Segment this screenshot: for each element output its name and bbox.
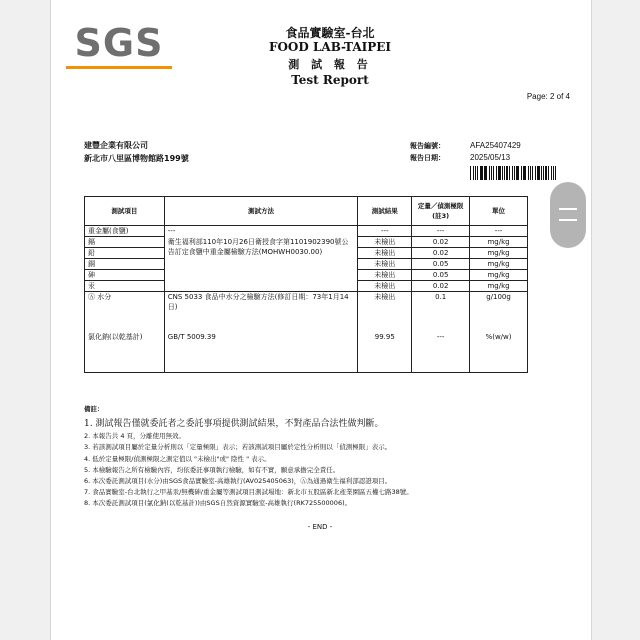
header-item: 測試項目 xyxy=(85,197,165,226)
barcode-stripe xyxy=(537,166,539,180)
barcode-stripe xyxy=(541,166,542,180)
nacl-item: 氯化鈉(以乾基計) xyxy=(85,332,165,373)
header-method: 測試方法 xyxy=(164,197,358,226)
barcode-stripe xyxy=(543,166,544,180)
barcode-stripe xyxy=(553,166,555,180)
row-item: 汞 xyxy=(85,281,165,292)
group-method-dash: --- xyxy=(164,226,358,237)
client-name: 建豐企業有限公司 xyxy=(84,141,148,150)
barcode-stripe xyxy=(551,166,552,180)
nacl-limit: --- xyxy=(412,332,470,373)
barcode-stripe xyxy=(470,166,471,180)
group-limit-dash: --- xyxy=(412,226,470,237)
barcode-stripe xyxy=(498,166,500,180)
barcode-stripe xyxy=(502,166,503,180)
table-row-moisture xyxy=(85,292,528,333)
header-limit: 定量／偵測極限(註3) xyxy=(412,197,470,226)
report-date-label: 報告日期： xyxy=(410,154,445,162)
note-item: 2. 本報告共 4 頁，分離使用無效。 xyxy=(84,432,186,441)
barcode-stripe xyxy=(496,166,497,180)
table-row-group xyxy=(85,226,528,237)
barcode-stripe xyxy=(516,166,518,180)
table-row xyxy=(85,237,528,248)
lab-name-en: FOOD LAB-TAIPEI xyxy=(268,40,392,54)
barcode-stripe xyxy=(493,166,495,180)
nacl-method: GB/T 5009.39 xyxy=(164,332,358,373)
barcode-stripe xyxy=(506,166,508,180)
notes-section xyxy=(84,404,413,510)
sgs-logo-text: SGS xyxy=(74,21,164,65)
barcode-stripe xyxy=(473,166,475,180)
moisture-method: CNS 5033 食品中水分之檢驗方法(修訂日期：73年1月14日) xyxy=(164,292,358,333)
barcode-stripe xyxy=(555,166,556,180)
row-limit: 0.02 xyxy=(412,281,470,292)
group-unit-dash: --- xyxy=(470,226,528,237)
row-limit: 0.05 xyxy=(412,270,470,281)
lab-name-zh: 食品實驗室-台北 xyxy=(285,26,375,40)
results-table xyxy=(84,196,528,373)
row-item: 砷 xyxy=(85,270,165,281)
barcode-stripe xyxy=(548,166,549,180)
barcode-stripe xyxy=(530,166,531,180)
row-unit: mg/kg xyxy=(470,259,528,270)
row-unit: mg/kg xyxy=(470,237,528,248)
barcode-stripe xyxy=(532,166,534,180)
page-number: Page: 2 of 4 xyxy=(526,92,570,101)
sgs-logo-bar xyxy=(66,66,172,69)
barcode-stripe xyxy=(484,166,485,180)
note-item: 4. 低於定量極限/偵測極限之測定值以 "未檢出"或" 陰性 " 表示。 xyxy=(84,454,271,463)
barcode-stripe xyxy=(485,166,487,180)
nacl-result: 99.95 xyxy=(358,332,412,373)
note-item: 8. 本次委託測試項目(氯化鈉(以乾基計))由SGS自然資源實驗室-高雄執行(RK725500006)。 xyxy=(84,499,352,508)
barcode-stripe xyxy=(489,166,490,180)
row-result: 未檢出 xyxy=(358,281,412,292)
barcode-stripe xyxy=(477,166,478,180)
row-unit: mg/kg xyxy=(470,248,528,259)
drag-handle-menu-icon[interactable] xyxy=(550,182,586,248)
barcode-stripe xyxy=(535,166,536,180)
barcode xyxy=(470,166,558,180)
moisture-limit: 0.1 xyxy=(412,292,470,333)
barcode-stripe xyxy=(545,166,547,180)
row-unit: mg/kg xyxy=(470,270,528,281)
note-item: 5. 本檢驗報告之所有檢驗內容，均依委託事項執行檢驗，如有不實，願意承擔完全責任。 xyxy=(84,465,340,474)
client-address: 新北市八里區博物館路199號 xyxy=(84,154,189,163)
row-unit: mg/kg xyxy=(470,281,528,292)
row-item: 銅 xyxy=(85,259,165,270)
row-limit: 0.02 xyxy=(412,248,470,259)
sgs-logo xyxy=(66,20,172,72)
row-result: 未檢出 xyxy=(358,237,412,248)
note-item: 1. 測試報告僅就委託者之委託事項提供測試結果，不對產品合法性做判斷。 xyxy=(84,419,384,430)
barcode-stripe xyxy=(509,166,510,180)
note-item: 3. 若該測試項目屬於定量分析則以「定量極限」表示；若該測試項目屬於定性分析則以「偵測極限」表示。 xyxy=(84,443,392,452)
end-mark: - END - xyxy=(307,523,333,531)
barcode-stripe xyxy=(480,166,482,180)
row-limit: 0.05 xyxy=(412,259,470,270)
row-result: 未檢出 xyxy=(358,248,412,259)
row-item: 鎘 xyxy=(85,237,165,248)
barcode-stripe xyxy=(528,166,529,180)
barcode-stripe xyxy=(524,166,526,180)
barcode-stripe xyxy=(475,166,476,180)
barcode-stripe xyxy=(514,166,516,180)
notes-title: 備註： xyxy=(84,405,104,413)
barcode-stripe xyxy=(512,166,513,180)
row-result: 未檢出 xyxy=(358,270,412,281)
note-item: 6. 本次委託測試項目(水分)由SGS食品實驗室-高雄執行(AV025405063)，Ⓐ為通過衛生福利部認證項目。 xyxy=(84,477,392,486)
barcode-stripe xyxy=(504,166,505,180)
moisture-item: Ⓐ 水分 xyxy=(85,292,165,333)
table-header-row xyxy=(85,197,528,226)
group-result-dash: --- xyxy=(358,226,412,237)
row-limit: 0.02 xyxy=(412,237,470,248)
report-title-zh: 測 試 報 告 xyxy=(288,58,372,71)
table-row-nacl xyxy=(85,332,528,373)
report-date: 2025/05/13 xyxy=(470,153,511,162)
report-number-label: 報告編號： xyxy=(410,142,445,150)
header-unit: 單位 xyxy=(470,197,528,226)
barcode-stripe xyxy=(523,166,524,180)
report-title-en: Test Report xyxy=(291,73,369,87)
moisture-unit: g/100g xyxy=(470,292,528,333)
barcode-stripe xyxy=(521,166,522,180)
group-label: 重金屬(食鹽) xyxy=(85,226,165,237)
row-result: 未檢出 xyxy=(358,259,412,270)
header-result: 測試結果 xyxy=(358,197,412,226)
heavy-metal-method: 衛生福利部110年10月26日衛授食字第1101902390號公告訂定食鹽中重金屬檢驗方法(MOHWH0030.00) xyxy=(164,237,358,292)
note-item: 7. 食品實驗室-台北執行之甲基汞/無機砷/重金屬等測試項目測試場地：新北市五股區新北產業園區五權七路38號。 xyxy=(84,488,413,497)
report-number: AFA25407429 xyxy=(470,141,521,150)
barcode-stripe xyxy=(491,166,492,180)
nacl-unit: %(w/w) xyxy=(470,332,528,373)
moisture-result: 未檢出 xyxy=(358,292,412,333)
row-item: 鉛 xyxy=(85,248,165,259)
